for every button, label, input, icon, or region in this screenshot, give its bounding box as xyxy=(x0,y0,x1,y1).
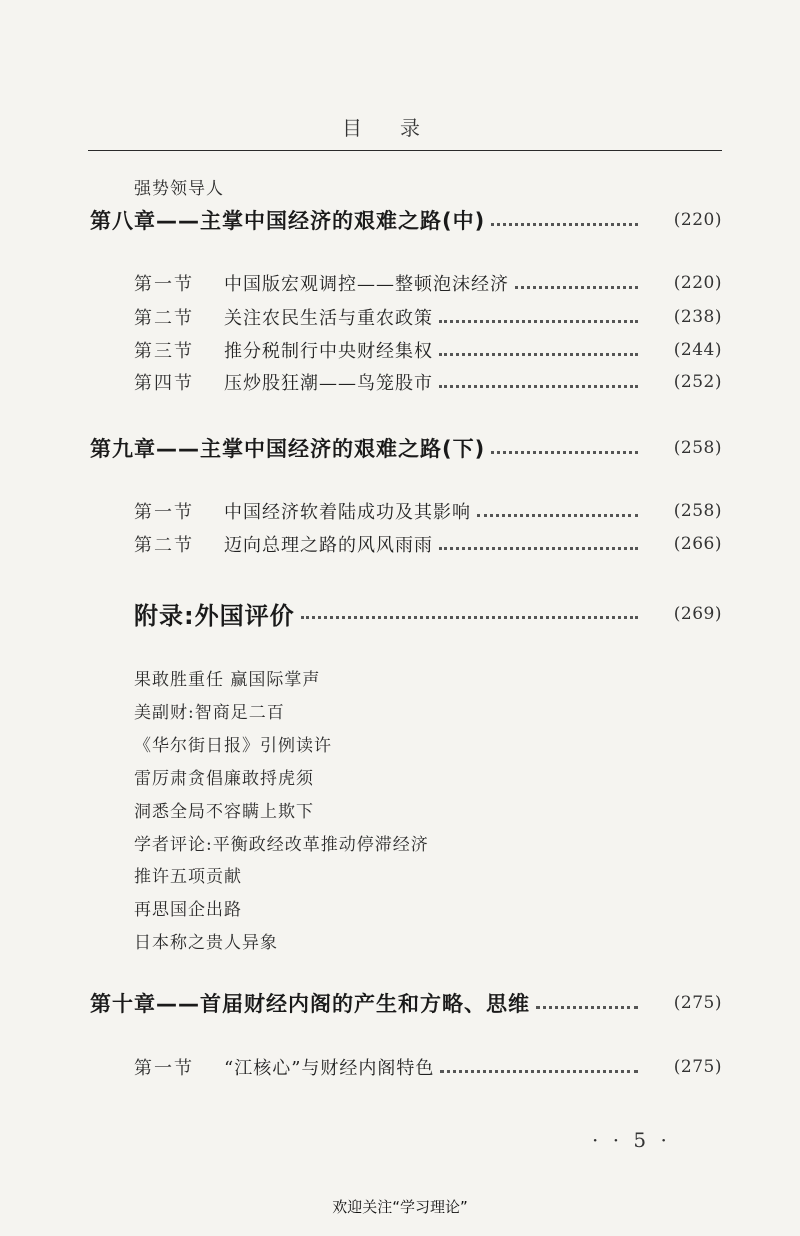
chapter-title: 第九章——主掌中国经济的艰难之路(下) xyxy=(90,437,486,461)
leader-dots xyxy=(439,385,638,388)
chapter-title: 第十章——首届财经内阁的产生和方略、思维 xyxy=(90,992,530,1016)
section-title: 关注农民生活与重农政策 xyxy=(224,308,433,329)
page-ref: (244) xyxy=(673,340,722,360)
leader-dots xyxy=(301,616,638,619)
section-title: “江核心”与财经内阁特色 xyxy=(224,1058,435,1079)
appendix-item: 美副财:智商足二百 xyxy=(134,703,285,723)
section-title: 推分税制行中央财经集权 xyxy=(224,341,433,362)
leader-dots xyxy=(439,320,638,323)
toc-appendix[interactable] xyxy=(0,596,800,631)
toc-section[interactable] xyxy=(0,369,800,395)
section-number: 第四节 xyxy=(134,373,194,394)
page-ref: (275) xyxy=(673,1057,722,1077)
section-number: 第三节 xyxy=(134,341,194,362)
section-title: 中国经济软着陆成功及其影响 xyxy=(224,502,471,523)
page-header-title: 目录 xyxy=(342,116,458,140)
page-ref: (266) xyxy=(673,534,722,554)
leader-dots xyxy=(491,223,638,226)
leader-dots xyxy=(491,451,638,454)
section-number: 第二节 xyxy=(134,535,194,556)
page-ref: (258) xyxy=(673,501,722,521)
section-number: 第二节 xyxy=(134,308,194,329)
section-title: 压炒股狂潮——鸟笼股市 xyxy=(224,373,433,394)
leader-dots xyxy=(439,353,638,356)
watermark-text: 欢迎关注“学习理论” xyxy=(332,1198,468,1216)
section-title: 迈向总理之路的风风雨雨 xyxy=(224,535,433,556)
appendix-item: 再思国企出路 xyxy=(134,900,242,920)
appendix-item: 日本称之贵人异象 xyxy=(134,933,278,953)
toc-chapter-8[interactable] xyxy=(0,205,800,235)
page-ref: (258) xyxy=(673,438,722,458)
leader-dots xyxy=(515,286,638,289)
toc-section[interactable] xyxy=(0,270,800,296)
section-number: 第一节 xyxy=(134,274,194,295)
toc-section[interactable] xyxy=(0,337,800,363)
section-number: 第一节 xyxy=(134,502,194,523)
leader-dots xyxy=(439,547,638,550)
top-note: 强势领导人 xyxy=(134,179,224,199)
toc-section[interactable] xyxy=(0,498,800,524)
appendix-item: 雷厉肃贪倡廉敢捋虎须 xyxy=(134,769,314,789)
toc-chapter-9[interactable] xyxy=(0,433,800,463)
page-ref: (238) xyxy=(673,307,722,327)
section-number: 第一节 xyxy=(134,1058,194,1079)
page-ref: (275) xyxy=(673,993,722,1013)
appendix-item: 洞悉全局不容瞒上欺下 xyxy=(134,802,314,822)
appendix-item: 《华尔街日报》引例读许 xyxy=(134,736,332,756)
toc-section[interactable] xyxy=(0,304,800,330)
appendix-title: 附录:外国评价 xyxy=(134,602,295,630)
page-ref: (220) xyxy=(673,273,722,293)
leader-dots xyxy=(440,1070,638,1073)
appendix-item: 推许五项贡献 xyxy=(134,867,242,887)
page-ref: (220) xyxy=(673,210,722,230)
header-divider xyxy=(88,150,722,151)
page-ref: (252) xyxy=(673,372,722,392)
leader-dots xyxy=(477,514,638,517)
appendix-item: 果敢胜重任 赢国际掌声 xyxy=(134,670,321,690)
section-title: 中国版宏观调控——整顿泡沫经济 xyxy=(224,274,509,295)
appendix-item: 学者评论:平衡政经改革推动停滞经济 xyxy=(134,835,429,855)
page-number: · · 5 · xyxy=(592,1128,671,1152)
page-ref: (269) xyxy=(673,603,722,624)
toc-section[interactable] xyxy=(0,531,800,557)
leader-dots xyxy=(536,1006,638,1009)
toc-section[interactable] xyxy=(0,1054,800,1080)
chapter-title: 第八章——主掌中国经济的艰难之路(中) xyxy=(90,209,486,233)
toc-chapter-10[interactable] xyxy=(0,988,800,1018)
